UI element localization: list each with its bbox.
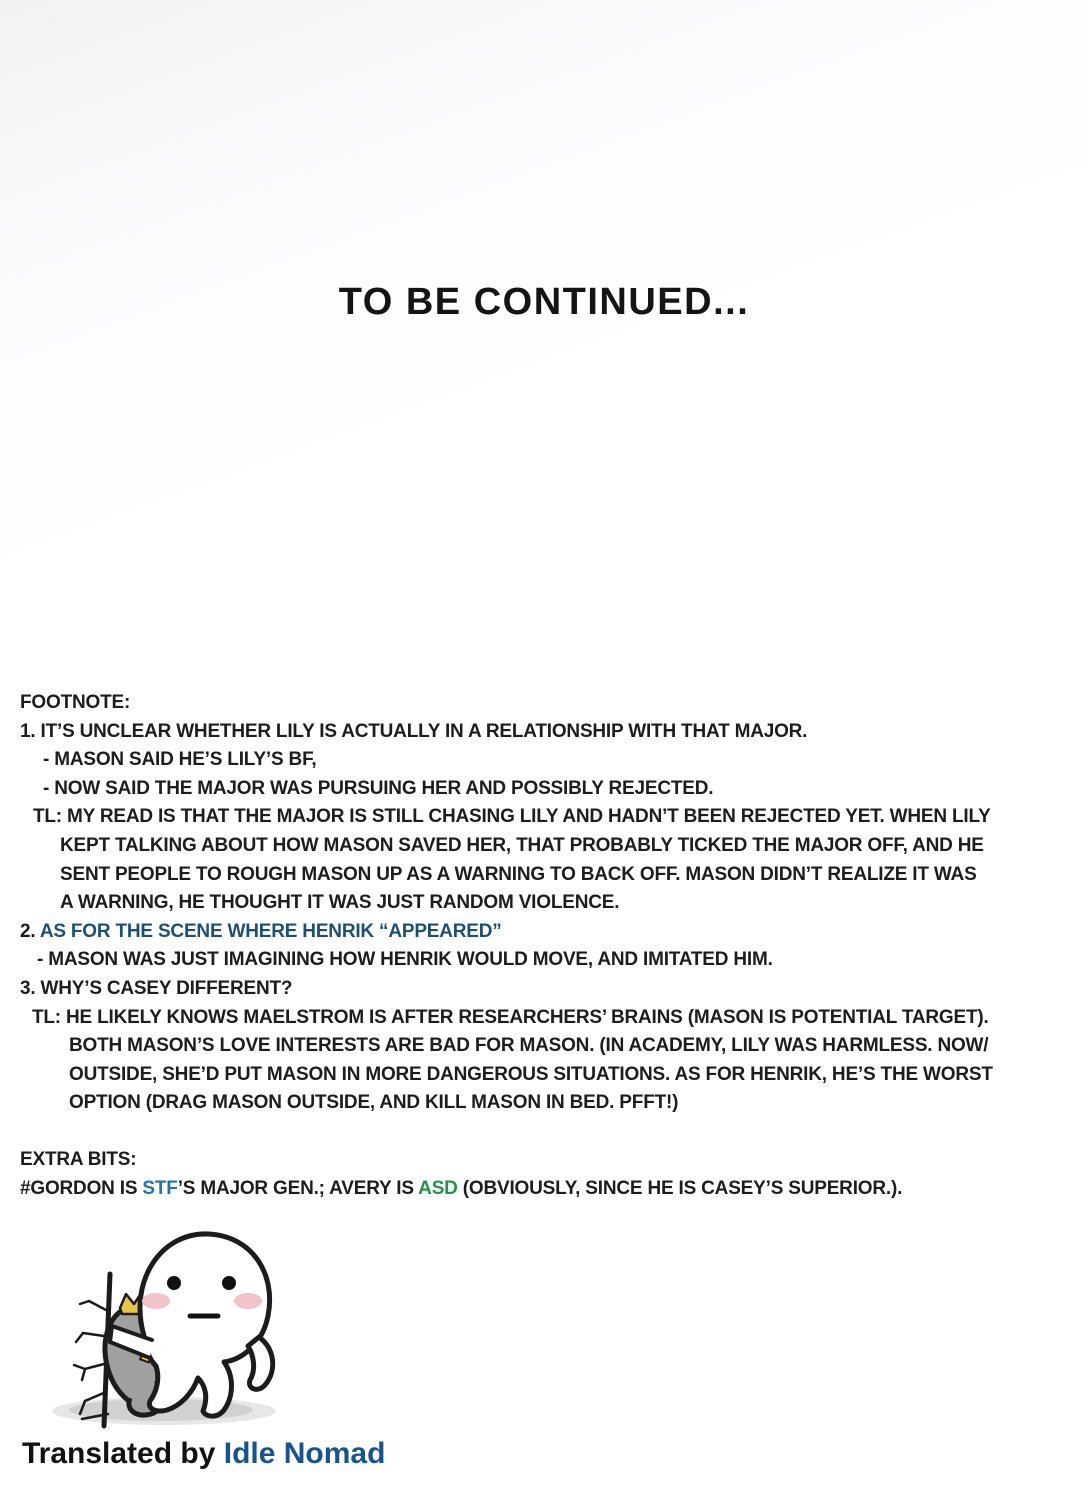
footnote-line: OUTSIDE, SHE’D PUT MASON IN MORE DANGEROUS SITUATIONS. AS FOR HENRIK, HE’S THE WORST [69, 1063, 993, 1085]
extra-segment: ’S MAJOR GEN.; AVERY IS [177, 1177, 419, 1199]
footnote-line: - MASON SAID HE’S LILY’S BF, [43, 749, 317, 771]
footnote-line: TL: HE LIKELY KNOWS MAELSTROM IS AFTER RESEARCHERS’ BRAINS (MASON IS POTENTIAL TARGET). [32, 1006, 989, 1028]
extra-segment-asd: ASD [418, 1177, 458, 1199]
footnote-line: BOTH MASON’S LOVE INTERESTS ARE BAD FOR MASON. (IN ACADEMY, LILY WAS HARMLESS. NOW/ [69, 1035, 989, 1057]
extra-bits-block [20, 1146, 902, 1203]
footnote-line [20, 918, 993, 947]
footnote-line-accent: AS FOR THE SCENE WHERE HENRIK “APPEARED” [39, 920, 502, 942]
extra-segment-stf: STF [142, 1177, 178, 1199]
blush-left [142, 1293, 170, 1309]
translator-credit [22, 1437, 385, 1471]
eye-right [222, 1276, 236, 1290]
mascot-sticker [26, 1224, 282, 1429]
footnote-line: A WARNING, HE THOUGHT IT WAS JUST RANDOM VIOLENCE. [60, 892, 620, 914]
footnote-heading: FOOTNOTE: [20, 692, 131, 713]
footnote-line: - MASON WAS JUST IMAGINING HOW HENRIK WOULD MOVE, AND IMITATED HIM. [37, 949, 773, 971]
footnote-line: OPTION (DRAG MASON OUTSIDE, AND KILL MASON IN BED. PFFT!) [69, 1092, 679, 1114]
footnote-line: KEPT TALKING ABOUT HOW MASON SAVED HER, THAT PROBABLY TICKED THE MAJOR OFF, AND HE [60, 834, 984, 856]
footnote-line-number: 2. [20, 920, 40, 942]
footnote-line: TL: MY READ IS THAT THE MAJOR IS STILL CHASING LILY AND HADN’T BEEN REJECTED YET. WHEN LILY [33, 806, 991, 828]
extra-segment: #GORDON IS [20, 1177, 143, 1199]
extra-segment: (OBVIOUSLY, SINCE HE IS CASEY’S SUPERIOR.). [457, 1177, 903, 1199]
extra-bits-line [20, 1175, 902, 1204]
footnote-line: 1. IT’S UNCLEAR WHETHER LILY IS ACTUALLY IN A RELATIONSHIP WITH THAT MAJOR. [20, 720, 808, 742]
footnote-line: SENT PEOPLE TO ROUGH MASON UP AS A WARNING TO BACK OFF. MASON DIDN’T REALIZE IT WAS [60, 863, 977, 885]
footnote-block [20, 689, 993, 1118]
credit-name: Idle Nomad [223, 1437, 386, 1470]
blush-right [234, 1293, 262, 1309]
eye-left [167, 1276, 181, 1290]
extra-bits-heading: EXTRA BITS: [20, 1149, 137, 1170]
page-title: TO BE CONTINUED... [338, 281, 750, 323]
credit-prefix: Translated by [22, 1437, 224, 1470]
footnote-line: 3. WHY’S CASEY DIFFERENT? [20, 977, 293, 999]
footnote-line: - NOW SAID THE MAJOR WAS PURSUING HER AND POSSIBLY REJECTED. [43, 777, 714, 799]
